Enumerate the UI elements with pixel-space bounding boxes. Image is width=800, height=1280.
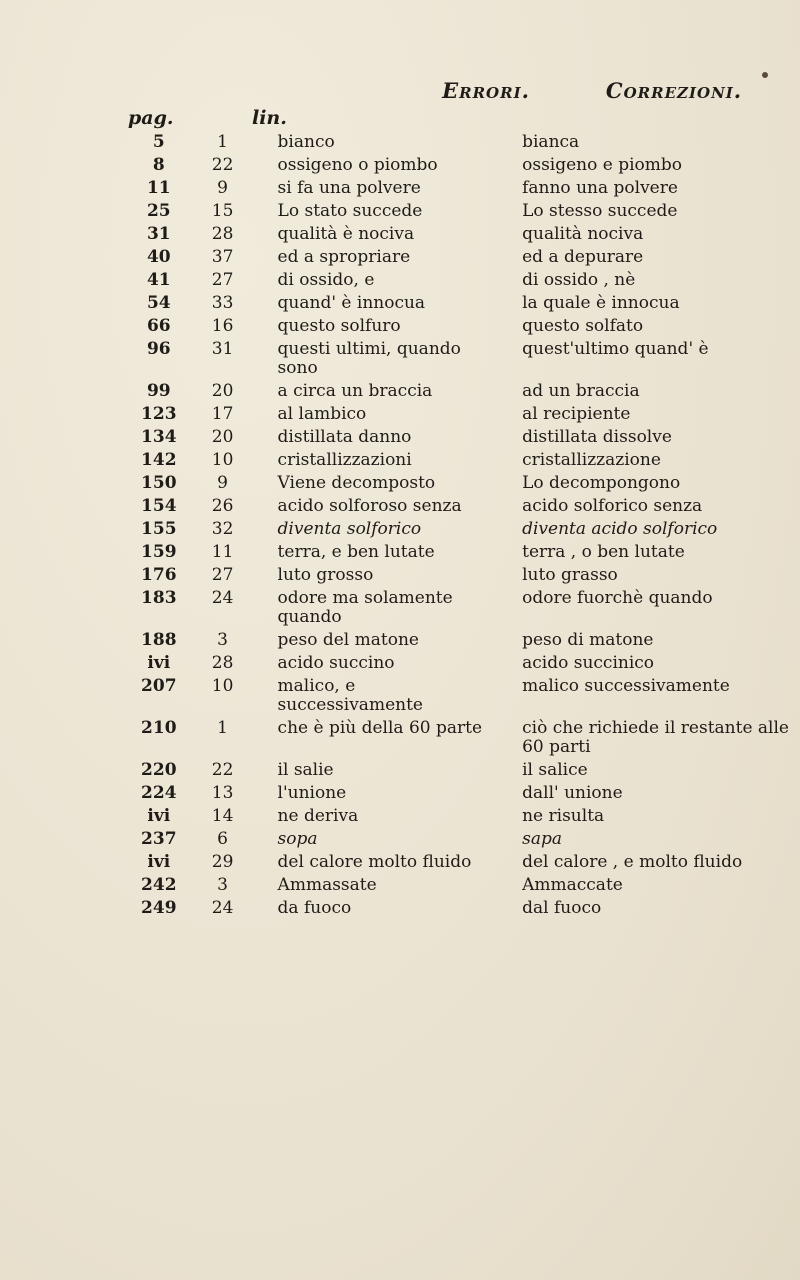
ink-spot	[762, 72, 768, 78]
errata-row	[128, 853, 800, 876]
line-number: 10	[211, 676, 234, 696]
errata-row	[128, 156, 800, 179]
page-number: 99	[146, 381, 171, 401]
errata-row	[128, 631, 800, 654]
error-text: il salie	[277, 760, 334, 780]
line-number: 24	[211, 588, 234, 608]
correction-text: di ossido , nè	[522, 270, 636, 290]
error-text: del calore molto fluido	[277, 852, 472, 872]
line-number: 9	[217, 178, 228, 198]
line-number: 26	[211, 496, 234, 516]
error-text: a circa un braccia	[277, 381, 433, 401]
correction-text: ad un braccia	[522, 381, 640, 401]
page-number: 54	[146, 293, 171, 313]
line-number: 15	[211, 201, 234, 221]
errata-row	[128, 294, 800, 317]
error-text: malico, e successivamente	[277, 676, 423, 715]
error-text: cristallizzazioni	[277, 450, 412, 470]
page-number: 155	[141, 519, 177, 539]
page-number: 41	[146, 270, 171, 290]
correction-text: Ammaccate	[522, 875, 623, 895]
correction-text: distillata dissolve	[522, 427, 672, 447]
correction-text: sapa	[522, 829, 562, 849]
error-text: quand' è innocua	[277, 293, 426, 313]
error-text: sopa	[277, 829, 318, 849]
correction-text: odore fuorchè quando	[522, 588, 713, 608]
page-number: 40	[146, 247, 171, 267]
page-number: 188	[141, 630, 177, 650]
error-text: acido succino	[277, 653, 395, 673]
correction-text: ossigeno e piombo	[522, 155, 683, 175]
line-number: 22	[211, 760, 234, 780]
errata-row	[128, 317, 800, 340]
errata-row	[128, 654, 800, 677]
errata-row	[128, 830, 800, 853]
error-text: l'unione	[277, 783, 347, 803]
correction-text: questo solfato	[522, 316, 644, 336]
column-labels	[128, 107, 287, 129]
correction-text: luto grasso	[522, 565, 618, 585]
line-number: 24	[211, 898, 234, 918]
page-number: 8	[152, 155, 165, 175]
errata-row	[128, 784, 800, 807]
page-number: 207	[141, 676, 177, 696]
correction-text: dal fuoco	[522, 898, 602, 918]
page-number: 249	[141, 898, 177, 918]
page-number: 154	[141, 496, 177, 516]
line-number: 10	[211, 450, 234, 470]
page-number: 142	[141, 450, 177, 470]
errata-table	[128, 133, 800, 922]
line-number: 31	[211, 339, 234, 359]
page-number: 5	[152, 132, 165, 152]
page-number: 242	[141, 875, 177, 895]
correction-text: acido succinico	[522, 653, 655, 673]
page-number: 31	[146, 224, 171, 244]
line-number: 29	[211, 852, 234, 872]
correction-text: terra , o ben lutate	[522, 542, 685, 562]
errata-row	[128, 451, 800, 474]
page-number: 159	[141, 542, 177, 562]
errata-row	[128, 133, 800, 156]
line-number: 20	[211, 381, 234, 401]
correction-text: ed a depurare	[522, 247, 644, 267]
page-number: 96	[146, 339, 171, 359]
line-number: 37	[211, 247, 234, 267]
line-number: 1	[217, 718, 228, 738]
error-text: terra, e ben lutate	[277, 542, 435, 562]
errata-row	[128, 807, 800, 830]
correction-text: al recipiente	[522, 404, 631, 424]
line-number: 11	[211, 542, 234, 562]
error-text: Lo stato succede	[277, 201, 423, 221]
correction-text: Lo stesso succede	[522, 201, 678, 221]
error-text: questo solfuro	[277, 316, 401, 336]
error-text: ed a spropriare	[277, 247, 411, 267]
errata-row	[128, 382, 800, 405]
errata-row	[128, 876, 800, 899]
error-text: al lambico	[277, 404, 367, 424]
error-text: bianco	[277, 132, 335, 152]
errata-row	[128, 719, 800, 761]
error-text: peso del matone	[277, 630, 419, 650]
errata-row	[128, 543, 800, 566]
errata-row	[128, 428, 800, 451]
line-number: 13	[211, 783, 234, 803]
errata-row	[128, 179, 800, 202]
correction-text: Lo decompongono	[522, 473, 681, 493]
pag-label: pag.	[128, 107, 174, 129]
line-number: 28	[211, 653, 234, 673]
error-text: si fa una polvere	[277, 178, 421, 198]
page-number: 237	[141, 829, 177, 849]
correction-text: il salice	[522, 760, 588, 780]
line-number: 14	[211, 806, 234, 826]
line-number: 22	[211, 155, 234, 175]
error-text: da fuoco	[277, 898, 352, 918]
page-number: 66	[146, 316, 171, 336]
error-text: distillata danno	[277, 427, 412, 447]
errata-row	[128, 340, 800, 382]
errata-row	[128, 271, 800, 294]
line-number: 3	[217, 875, 228, 895]
line-number: 3	[217, 630, 228, 650]
correction-text: diventa acido solforico	[522, 519, 718, 539]
correction-text: dall' unione	[522, 783, 623, 803]
page-number: 224	[141, 783, 177, 803]
line-number: 32	[211, 519, 234, 539]
correction-text: acido solforico senza	[522, 496, 703, 516]
line-number: 27	[211, 270, 234, 290]
error-text: ne deriva	[277, 806, 359, 826]
correction-text: bianca	[522, 132, 580, 152]
errata-row	[128, 566, 800, 589]
correction-text: la quale è innocua	[522, 293, 680, 313]
errata-row	[128, 497, 800, 520]
correction-text: cristallizzazione	[522, 450, 661, 470]
error-text: diventa solforico	[277, 519, 422, 539]
line-number: 1	[217, 132, 228, 152]
errata-row	[128, 677, 800, 719]
page-number: 220	[141, 760, 177, 780]
line-number: 16	[211, 316, 234, 336]
errata-row	[128, 474, 800, 497]
errata-row	[128, 899, 800, 922]
page-number: 210	[141, 718, 177, 738]
line-number: 17	[211, 404, 234, 424]
line-number: 6	[217, 829, 228, 849]
correction-text: del calore , e molto fluido	[522, 852, 743, 872]
error-text: di ossido, e	[277, 270, 375, 290]
errata-row	[128, 202, 800, 225]
lin-label: lin.	[252, 107, 287, 129]
line-number: 33	[211, 293, 234, 313]
error-text: Viene decomposto	[277, 473, 436, 493]
page-number: ivi	[147, 653, 171, 673]
page-number: 150	[141, 473, 177, 493]
errata-row	[128, 248, 800, 271]
error-text: acido solforoso senza	[277, 496, 462, 516]
error-text: ossigeno o piombo	[277, 155, 438, 175]
corrections-heading: Correzioni.	[605, 78, 743, 103]
correction-text: ne risulta	[522, 806, 605, 826]
errata-row	[128, 520, 800, 543]
page-number: 176	[141, 565, 177, 585]
error-text: qualità è nociva	[277, 224, 415, 244]
page-number: 11	[146, 178, 171, 198]
page-number: ivi	[147, 806, 171, 826]
correction-text: ciò che richiede il restante alle 60 parti	[522, 718, 789, 757]
errors-heading: Errori.	[442, 78, 530, 103]
correction-text: qualità nociva	[522, 224, 644, 244]
line-number: 27	[211, 565, 234, 585]
error-text: che è più della 60 parte	[277, 718, 483, 738]
page-number: ivi	[147, 852, 171, 872]
page-number: 25	[146, 201, 171, 221]
errata-row	[128, 225, 800, 248]
line-number: 9	[217, 473, 228, 493]
errata-row	[128, 761, 800, 784]
page-number: 183	[141, 588, 177, 608]
error-text: luto grosso	[277, 565, 374, 585]
error-text: Ammassate	[277, 875, 377, 895]
error-text: odore ma solamente quando	[277, 588, 453, 627]
correction-text: fanno una polvere	[522, 178, 678, 198]
error-text: questi ultimi, quando sono	[277, 339, 461, 378]
line-number: 28	[211, 224, 234, 244]
line-number: 20	[211, 427, 234, 447]
errata-row	[128, 589, 800, 631]
correction-text: peso di matone	[522, 630, 654, 650]
correction-text: malico successivamente	[522, 676, 730, 696]
page-number: 123	[141, 404, 177, 424]
errata-row	[128, 405, 800, 428]
page-number: 134	[141, 427, 177, 447]
correction-text: quest'ultimo quand' è	[522, 339, 709, 359]
